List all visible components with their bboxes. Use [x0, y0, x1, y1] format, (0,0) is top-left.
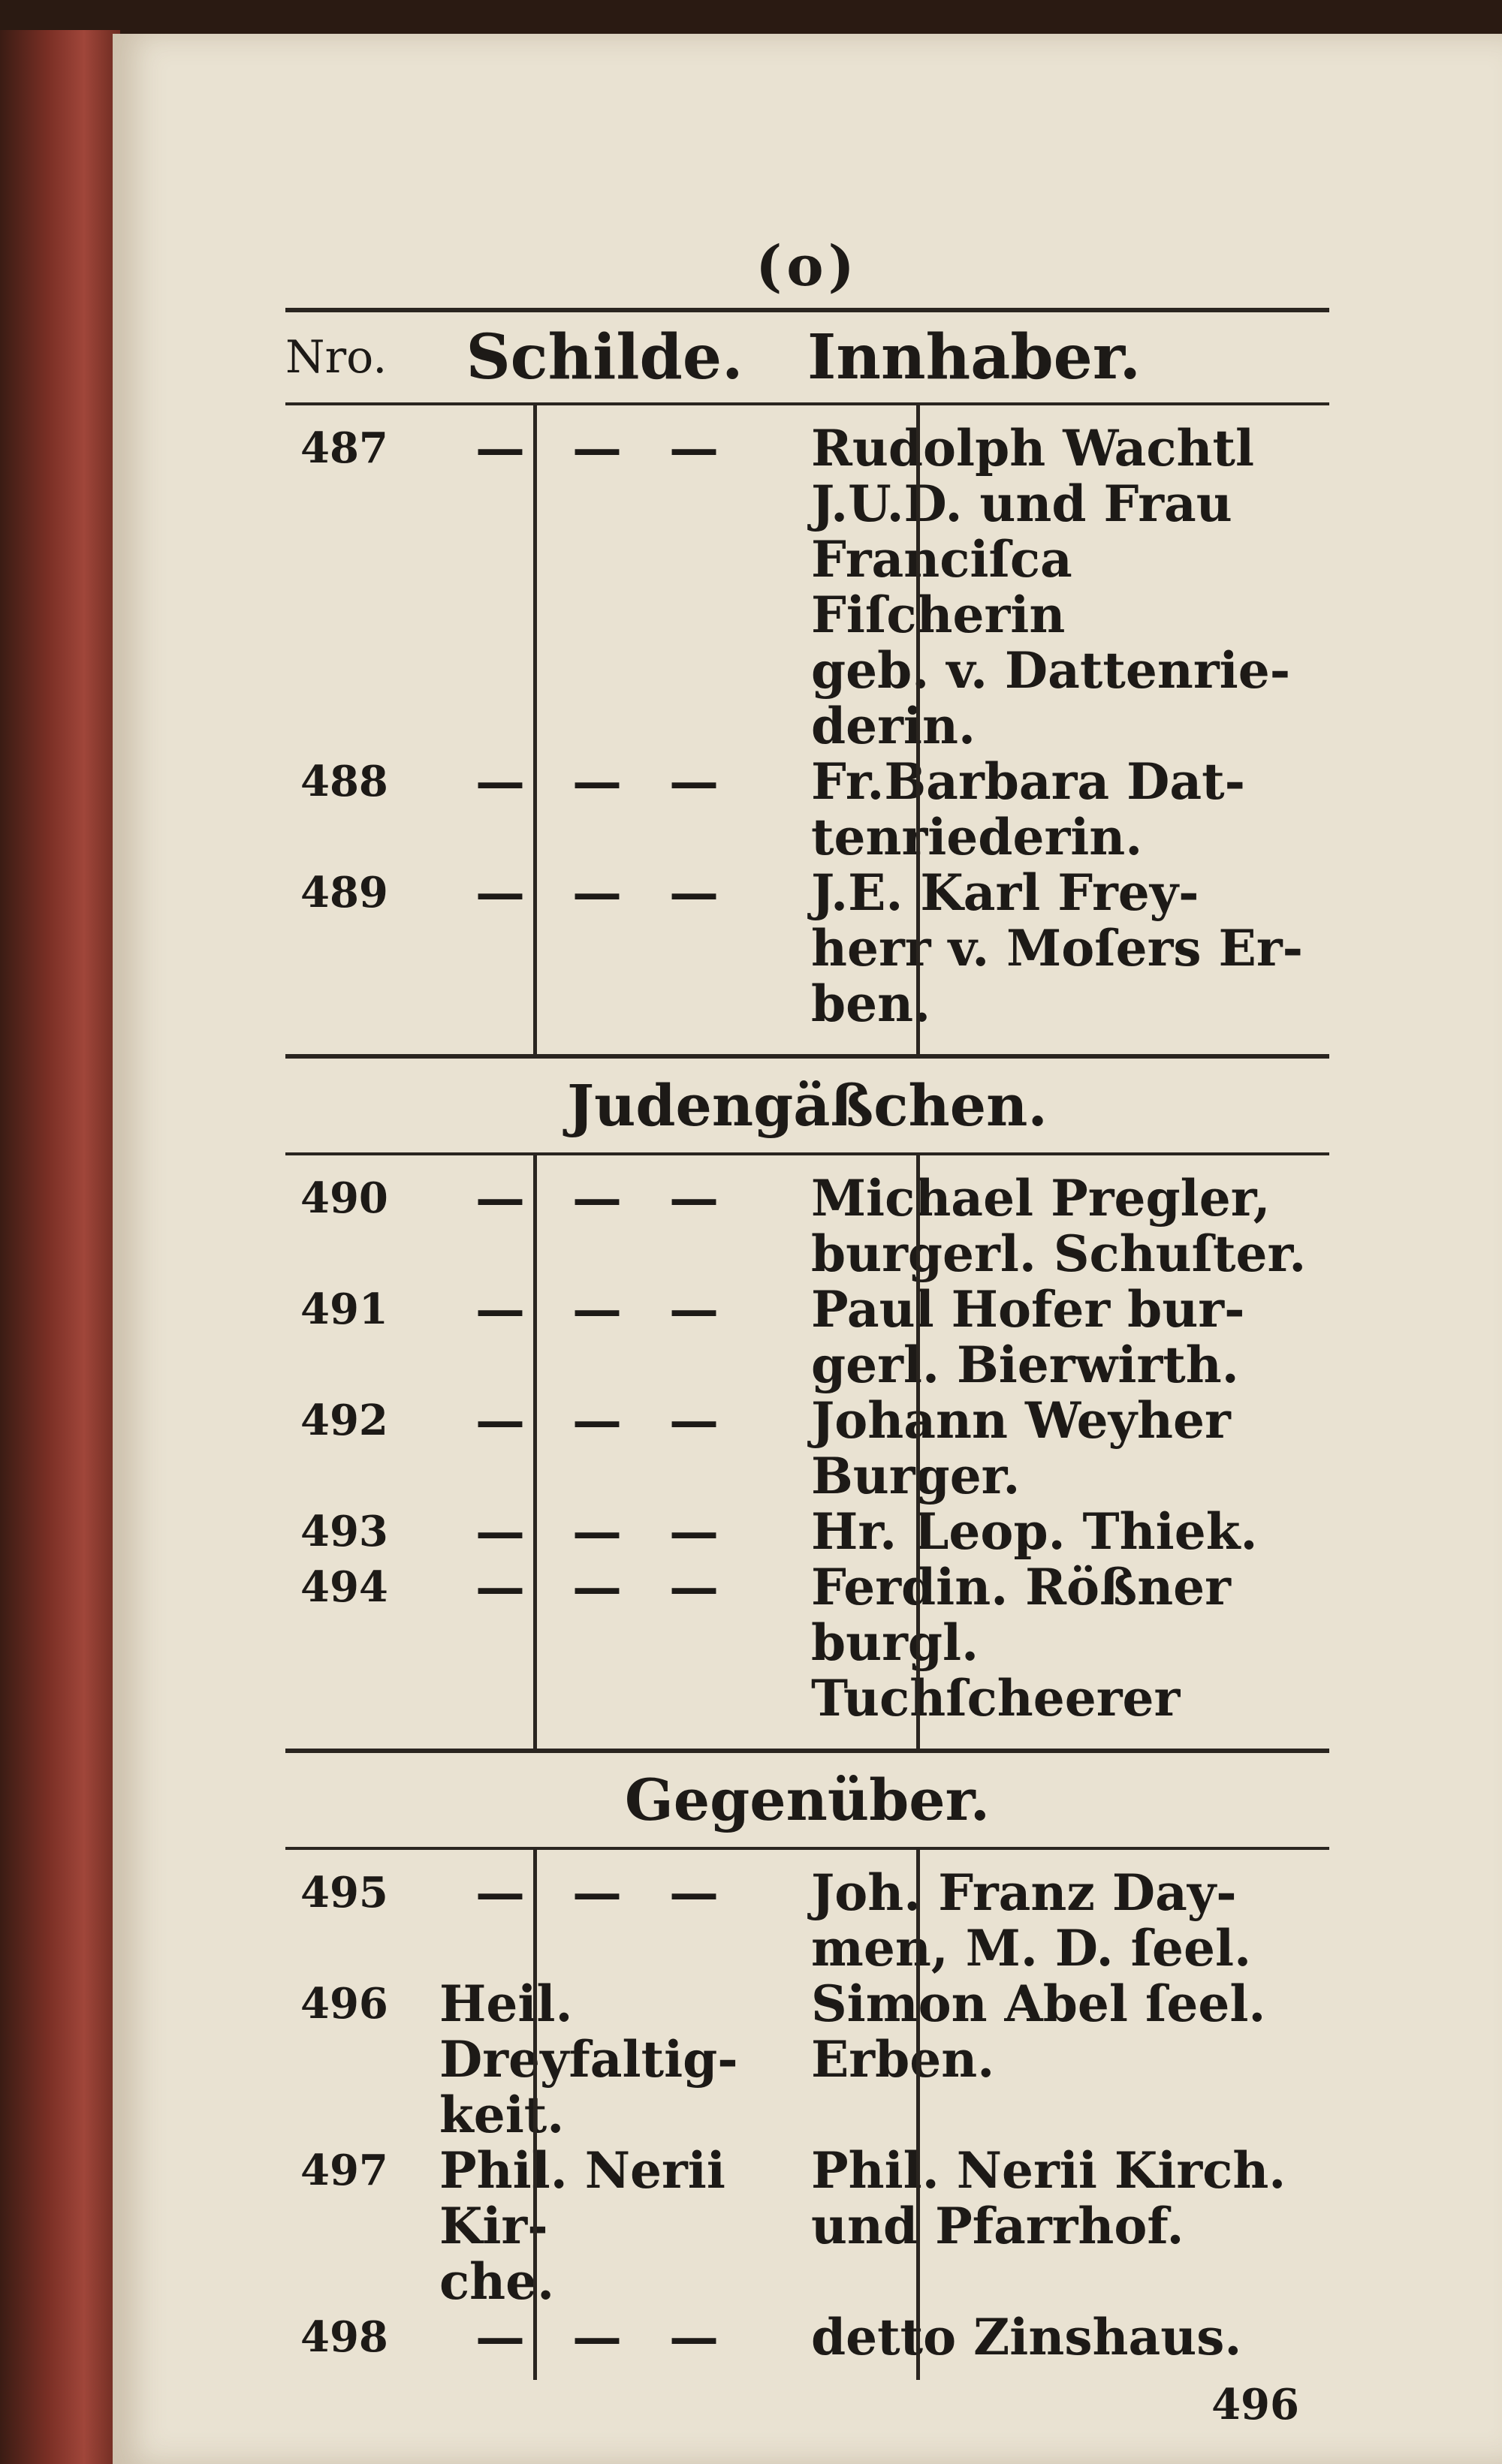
owner-name: Joh. Franz Day- men, M. D. ſeel. — [811, 1863, 1252, 1978]
sign-name: — — — — [475, 1863, 734, 1922]
sign-name: — — — — [475, 752, 734, 811]
owner-name: Fr.Barbara Dat- tenriederin. — [811, 752, 1246, 866]
table-row — [285, 1504, 1329, 1559]
house-number: 492 — [300, 1396, 388, 1445]
page-header: (o) — [756, 234, 859, 299]
sign-name: — — — — [475, 2308, 734, 2366]
house-number: 495 — [300, 1868, 388, 1917]
house-number: 497 — [300, 2146, 388, 2195]
table-row — [285, 1865, 1329, 1976]
house-number: 489 — [300, 868, 388, 917]
house-number: 491 — [300, 1285, 388, 1334]
column-header-owner: Innhaber. — [807, 321, 1142, 393]
section-block-2 — [285, 1155, 1329, 1749]
table-row — [285, 1170, 1329, 1282]
owner-name: Ferdin. Rößner burgl. Tuchſcheerer — [811, 1558, 1231, 1728]
section-block-3 — [285, 1850, 1329, 2380]
sign-name: — — — — [475, 1169, 734, 1227]
house-number: 498 — [300, 2312, 388, 2362]
owner-name: Phil. Nerii Kirch. und Pfarrhof. — [811, 2141, 1286, 2255]
house-number: 487 — [300, 423, 388, 473]
house-number: 490 — [300, 1173, 388, 1223]
column-divider — [533, 405, 537, 1054]
sign-name: — — — — [475, 1280, 734, 1339]
owner-name: Johann Weyher Burger. — [811, 1391, 1231, 1505]
owner-name: Paul Hofer bur- gerl. Bierwirth. — [811, 1280, 1245, 1394]
house-number: 496 — [300, 1979, 388, 2029]
table-row — [285, 2143, 1329, 2309]
column-divider — [533, 1155, 537, 1749]
owner-name: Michael Pregler, burgerl. Schuſter. — [811, 1169, 1307, 1283]
sign-name: Phil. Nerii Kir- che. — [439, 2141, 725, 2311]
owner-name: Hr. Leop. Thiek. — [811, 1502, 1258, 1561]
column-header-no: Nro. — [285, 331, 388, 384]
page-content — [285, 225, 1329, 2429]
table-row — [285, 2309, 1329, 2365]
column-divider — [916, 1850, 920, 2380]
sign-name: — — — — [475, 1558, 734, 1616]
table-row — [285, 1393, 1329, 1504]
sign-name: Heil. Dreyfaltig- keit. — [439, 1975, 738, 2144]
table-row — [285, 754, 1329, 865]
house-number: 494 — [300, 1562, 388, 1612]
owner-name: Simon Abel ſeel. Erben. — [811, 1975, 1266, 2089]
table-row — [285, 420, 1329, 754]
sign-name: — — — — [475, 419, 734, 477]
owner-name: Rudolph Wachtl J.U.D. und Frau Franciſca Fiſcherin geb. v. Dattenrie- derin. — [811, 419, 1291, 755]
section-title: Judengäßchen. — [567, 1072, 1048, 1139]
column-header-sign: Schilde. — [466, 321, 743, 393]
table-row — [285, 865, 1329, 1032]
book-edge — [0, 30, 120, 2464]
column-header-row — [285, 312, 1329, 402]
sign-name: — — — — [475, 863, 734, 922]
column-divider — [533, 1850, 537, 2380]
section-block-1 — [285, 405, 1329, 1054]
table-row — [285, 1559, 1329, 1726]
owner-name: J.E. Karl Frey- herr v. Moſers Er- ben. — [811, 863, 1304, 1033]
sign-name: — — — — [475, 1502, 734, 1561]
house-number: 488 — [300, 757, 388, 806]
owner-name: detto Zinshaus. — [811, 2308, 1242, 2366]
house-number: 493 — [300, 1507, 388, 1556]
column-divider — [916, 1155, 920, 1749]
column-divider — [916, 405, 920, 1054]
section-title: Gegenüber. — [624, 1767, 991, 1833]
table-row — [285, 1282, 1329, 1393]
sign-name: — — — — [475, 1391, 734, 1450]
catchword: 496 — [1211, 2380, 1299, 2429]
table-row — [285, 1976, 1329, 2143]
